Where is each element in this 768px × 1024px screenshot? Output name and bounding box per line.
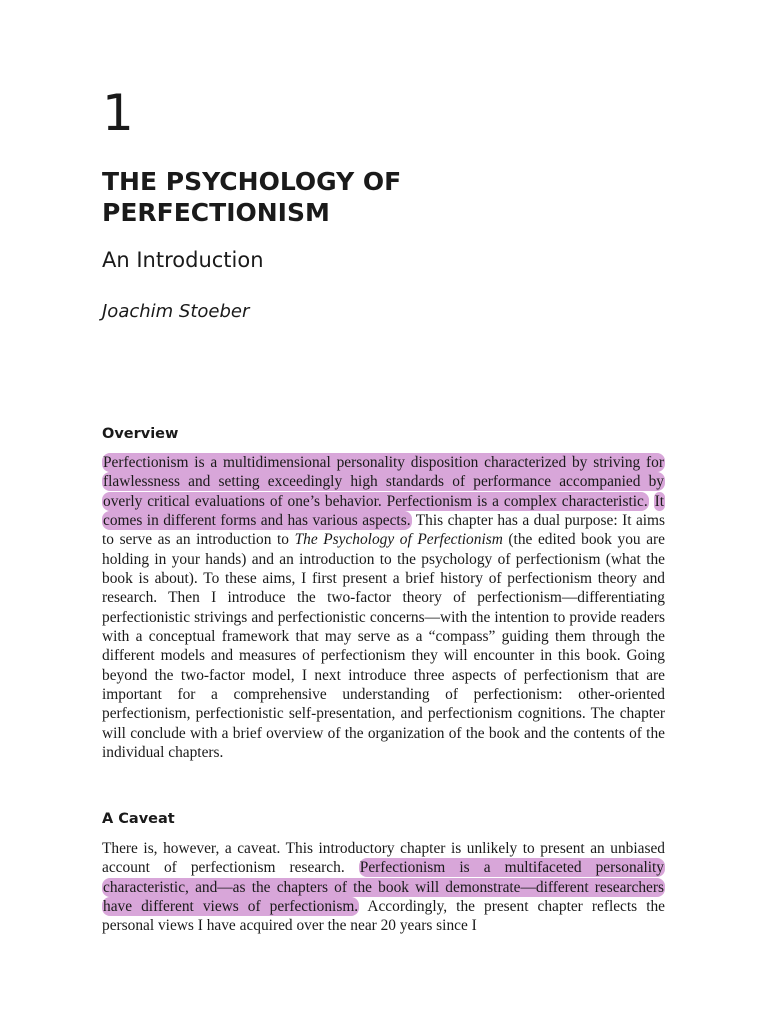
paragraph-text: (the edited book you are holding in your hands) and an introduction to the psychology of perfectionism (what the book is about). To these aims, I first present a brief history of perfectionism theory and research. Then I introduce the two-factor theory of perfectionism—differentiating perfectionistic strivings and perfectionistic concerns—with the intention to provide readers with a conceptual framework that may serve as a “compass” guiding them through the different models and measures of perfectionism they will encounter in this book. Going beyond the two-factor model, I next introduce three aspects of perfectionism that are important for a comprehensive understanding of perfectionism: other-oriented perfectionism, perfectionistic self-presentation, and perfectionism cognitions. The chapter will conclude with a brief overview of the organization of the book and the contents of the individual chapters.: [102, 531, 665, 762]
overview-paragraph: [102, 453, 665, 763]
paragraph-text: Accordingly, the present chapter reflects the personal views I have acquired over the near 20 years since I: [102, 898, 665, 935]
overview-heading: Overview: [102, 426, 179, 442]
caveat-paragraph: [102, 839, 665, 936]
chapter-number: 1: [102, 84, 134, 142]
highlight-annotation[interactable]: Perfectionism is a multifaceted personality characteristic, and—as the chapters of the book will demonstrate—different researchers have different views of perfectionism.: [103, 859, 664, 916]
paragraph-text: This chapter has a dual purpose: It aims to serve as an introduction to: [102, 512, 666, 549]
highlight-annotation[interactable]: Perfectionism is a multidimensional personality disposition characterized by striving for flawlessness and setting exceedingly high standards of performance accompanied by overly critical evaluations of one’s behavior. Perfectionism is a complex characteristic.: [103, 454, 664, 510]
author-name: Joachim Stoeber: [102, 301, 250, 322]
chapter-title: THE PSYCHOLOGY OF PERFECTIONISM: [102, 167, 402, 227]
caveat-heading: A Caveat: [102, 811, 175, 827]
paragraph-text: There is, however, a caveat. This introductory chapter is unlikely to present an unbiased account of perfectionism research.: [102, 840, 665, 877]
book-title-italic: The Psychology of Perfectionism: [294, 531, 503, 549]
highlight-annotation[interactable]: It comes in different forms and has various aspects.: [103, 492, 664, 530]
chapter-subtitle: An Introduction: [102, 248, 264, 272]
